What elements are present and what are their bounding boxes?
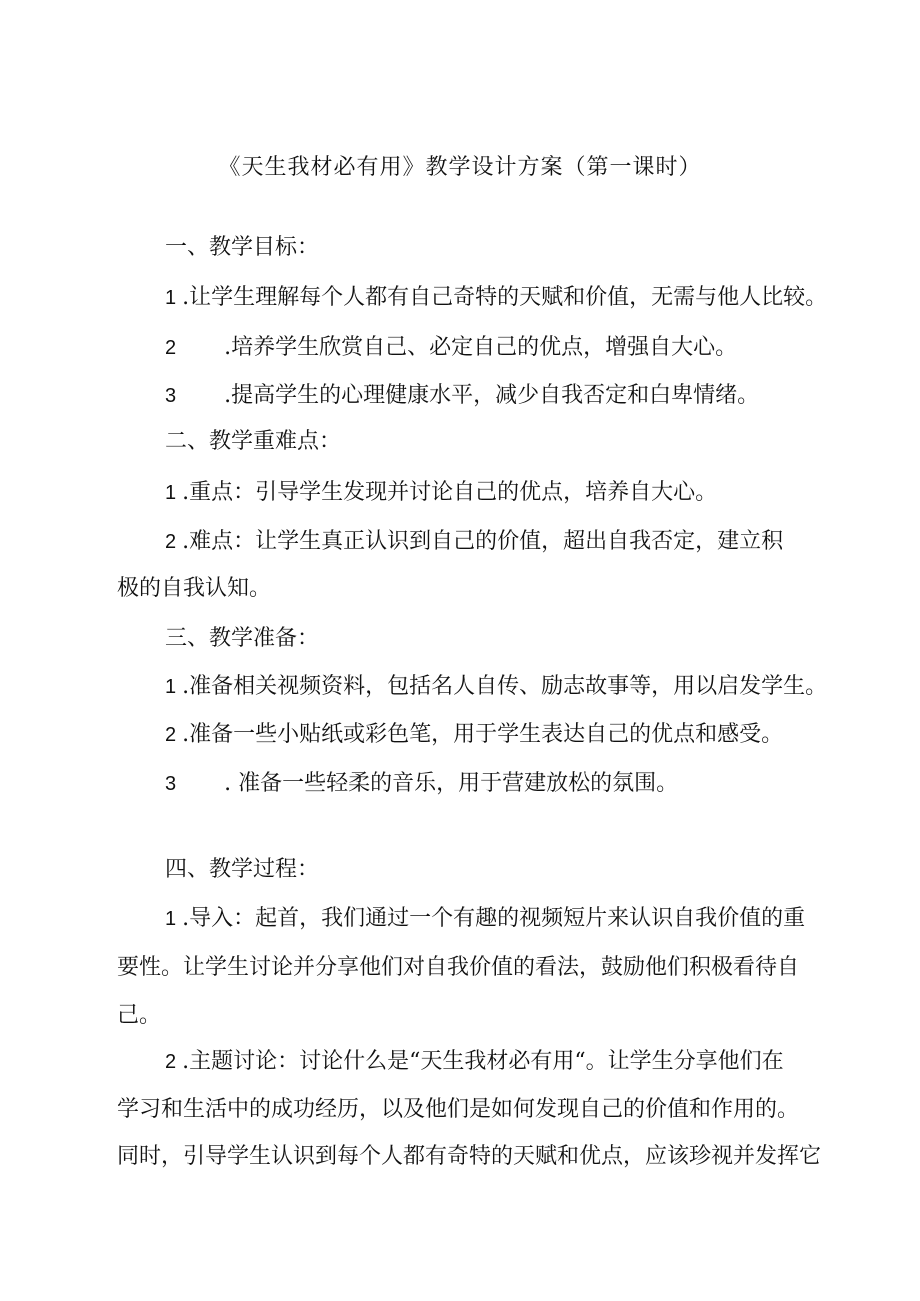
objective-item-2 bbox=[165, 333, 737, 363]
item-number: 1 bbox=[165, 287, 177, 309]
item-text: .提高学生的心理健康水平，减少自我否定和白卑情绪。 bbox=[224, 383, 760, 408]
process-item-1-line-3: 己。 bbox=[117, 1003, 162, 1028]
preparation-item-1 bbox=[165, 672, 827, 702]
item-text: .主题讨论：讨论什么是“天生我材必有用“。让学生分享他们在 bbox=[182, 1049, 784, 1074]
item-number: 3 bbox=[165, 385, 177, 407]
objective-item-1 bbox=[165, 283, 827, 313]
key-point-item-1 bbox=[165, 478, 717, 508]
section-heading-preparation: 三、教学准备： bbox=[165, 626, 320, 651]
item-text: .培养学生欣赏自己、必定自己的优点，增强自大心。 bbox=[224, 335, 738, 360]
item-number: 1 bbox=[165, 482, 177, 504]
item-text: .难点：让学生真正认识到自己的价值，超出自我否定，建立积 bbox=[182, 529, 784, 554]
item-text: .准备一些小贴纸或彩色笔，用于学生表达自己的优点和感受。 bbox=[182, 722, 784, 747]
process-item-2-line-2: 学习和生活中的成功经历，以及他们是如何发现自己的价值和作用的。 bbox=[117, 1097, 800, 1122]
section-heading-objectives: 一、教学目标： bbox=[165, 235, 320, 260]
process-item-2-line-3: 同时，引导学生认识到每个人都有奇特的天赋和优点，应该珍视并发挥它 bbox=[117, 1144, 822, 1169]
preparation-item-2 bbox=[165, 720, 783, 750]
preparation-item-3 bbox=[165, 769, 678, 799]
process-item-1-line-2: 要性。让学生讨论并分享他们对自我价值的看法，鼓励他们积极看待自 bbox=[117, 955, 800, 980]
item-number: 2 bbox=[165, 531, 177, 553]
item-text: .让学生理解每个人都有自己奇特的天赋和价值，无需与他人比较。 bbox=[182, 285, 828, 310]
key-point-item-2 bbox=[165, 527, 783, 557]
section-heading-process: 四、教学过程： bbox=[165, 857, 320, 882]
key-point-item-2-continuation: 极的自我认知。 bbox=[117, 576, 272, 601]
objective-item-3 bbox=[165, 381, 759, 411]
item-number: 2 bbox=[165, 337, 177, 359]
item-number: 2 bbox=[165, 1051, 177, 1073]
item-number: 2 bbox=[165, 724, 177, 746]
item-text: .导入：起首，我们通过一个有趣的视频短片来认识自我价值的重 bbox=[182, 906, 806, 931]
item-text: .重点：引导学生发现并讨论自己的优点，培养自大心。 bbox=[182, 480, 718, 505]
item-text: .准备相关视频资料，包括名人自传、励志故事等，用以启发学生。 bbox=[182, 674, 828, 699]
item-text: . 准备一些轻柔的音乐，用于营建放松的氛围。 bbox=[224, 771, 679, 796]
process-item-1-line-1 bbox=[165, 904, 805, 934]
document-title: 《天生我材必有用》教学设计方案（第一课时） bbox=[218, 155, 702, 180]
item-number: 1 bbox=[165, 676, 177, 698]
item-number: 1 bbox=[165, 908, 177, 930]
process-item-2-line-1 bbox=[165, 1047, 784, 1077]
item-number: 3 bbox=[165, 773, 177, 795]
section-heading-key-points: 二、教学重难点： bbox=[165, 429, 342, 454]
